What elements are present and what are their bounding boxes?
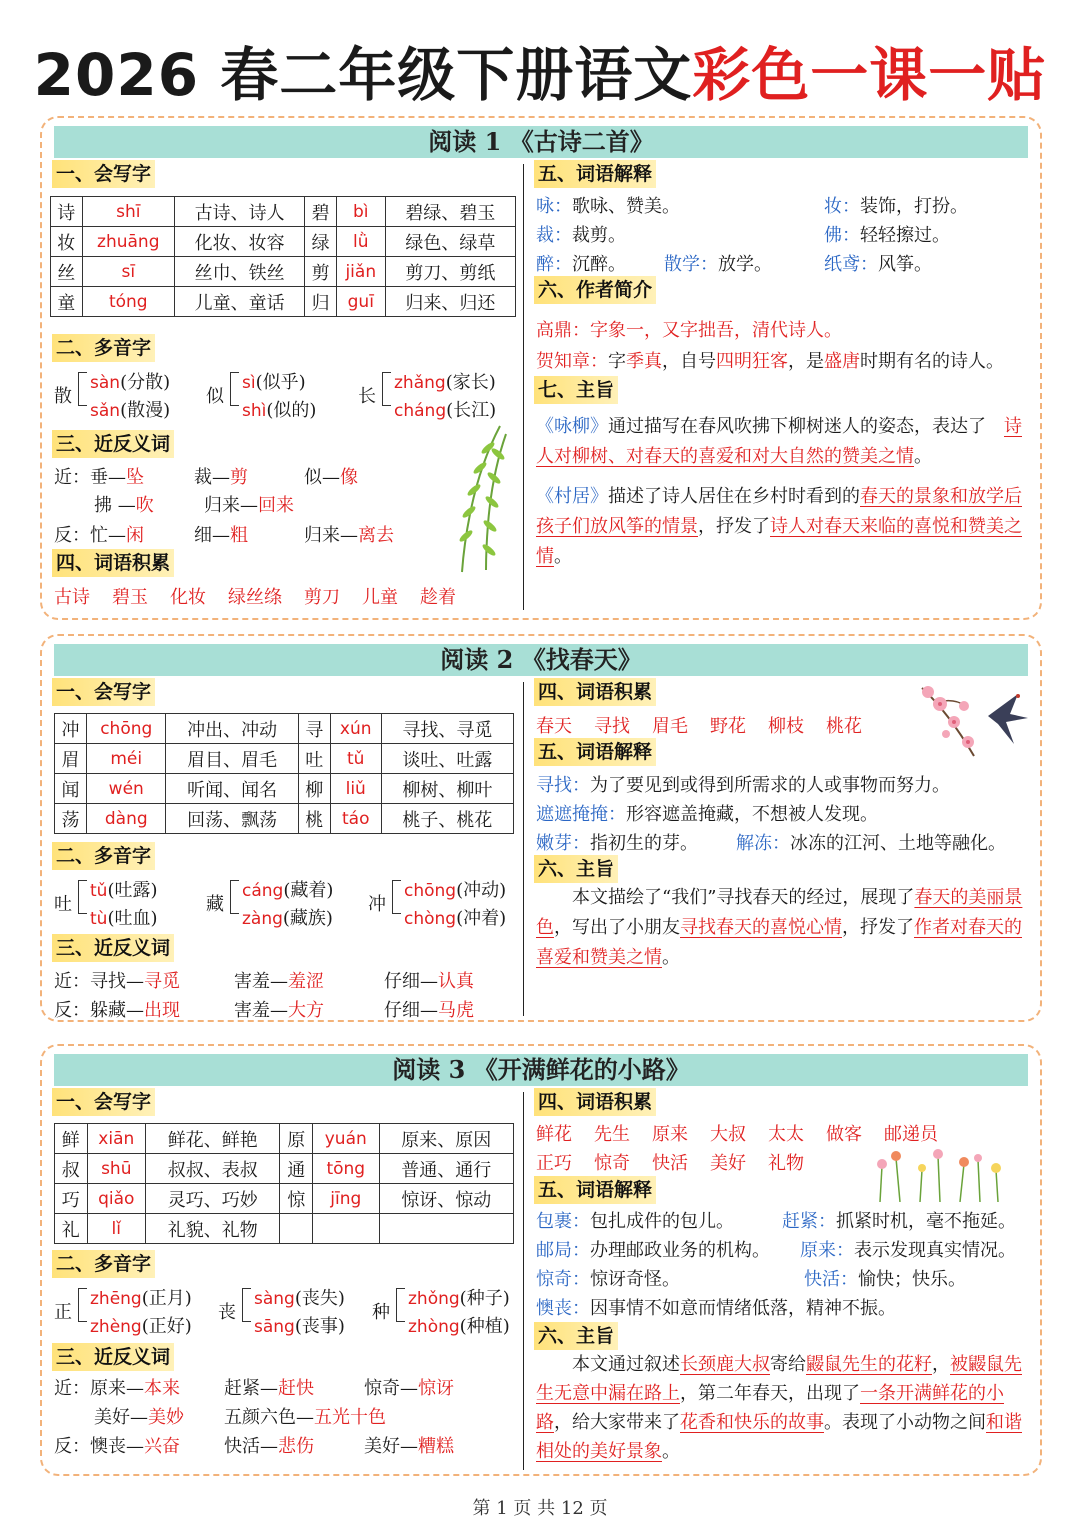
section-label: 四、词语积累 xyxy=(534,678,656,706)
word-item: 儿童 xyxy=(362,587,398,608)
polyphone-option: sàng(丧失) xyxy=(254,1288,345,1309)
table-row xyxy=(55,1184,514,1214)
definition: 佛：轻轻擦过。 xyxy=(824,225,950,246)
table-row xyxy=(51,227,516,257)
table-cell: 灵巧、巧妙 xyxy=(146,1184,280,1214)
table-cell: 叔叔、表叔 xyxy=(146,1154,280,1184)
table-cell: 丝 xyxy=(51,257,83,287)
title-main: 2026 春二年级下册语文 xyxy=(33,41,693,109)
table-cell: yuán xyxy=(312,1124,379,1154)
section-label: 六、作者简介 xyxy=(534,276,656,304)
word-item: 寻找 xyxy=(594,716,630,737)
table-cell: tōng xyxy=(312,1154,379,1184)
word-item: 碧玉 xyxy=(112,587,148,608)
table-cell: 吐 xyxy=(298,744,330,774)
synonym-row: 裁—剪 xyxy=(194,467,248,488)
bracket xyxy=(78,372,87,406)
table-row xyxy=(55,1124,514,1154)
word-item: 眉毛 xyxy=(652,716,688,737)
polyphone-char: 散 xyxy=(54,386,72,407)
word-item: 绿丝绦 xyxy=(228,587,282,608)
synonym-row: 害羞—羞涩 xyxy=(234,971,324,992)
lesson-title: 阅读 2 《找春天》 xyxy=(54,644,1028,676)
polyphone-option: tǔ(吐露) xyxy=(90,880,158,901)
antonym-row: 反：忙—闲 xyxy=(54,525,144,546)
word-item: 古诗 xyxy=(54,587,90,608)
main-idea: 《咏柳》通过描写在春风吹拂下柳树迷人的姿态，表达了 诗人对柳树、对春天的喜爱和对大自然的赞美之情。 xyxy=(536,416,1022,467)
section-label: 一、会写字 xyxy=(52,678,155,706)
table-cell: xún xyxy=(330,714,381,744)
table-row xyxy=(55,1154,514,1184)
table-cell: 丝巾、铁丝 xyxy=(175,257,305,287)
synonym-row: 五颜六色—五光十色 xyxy=(224,1407,386,1428)
polyphone-option: zàng(藏族) xyxy=(242,908,333,929)
word-list xyxy=(536,1149,826,1175)
definition: 邮局：办理邮政业务的机构。 xyxy=(536,1240,770,1261)
definition: 遮遮掩掩：形容遮盖掩藏，不想被人发现。 xyxy=(536,804,878,825)
word-item: 柳枝 xyxy=(768,716,804,737)
table-cell: 儿童、童话 xyxy=(175,287,305,317)
table-cell: 冲 xyxy=(55,714,87,744)
bracket xyxy=(242,1288,251,1322)
synonym-row: 近：垂—坠 xyxy=(54,467,144,488)
polyphone-option: zhēng(正月) xyxy=(90,1288,192,1309)
synonym-row: 似—像 xyxy=(304,467,358,488)
section-label: 六、主旨 xyxy=(534,855,618,883)
polyphone-option: sāng(丧事) xyxy=(254,1316,345,1337)
antonym-row: 害羞—大方 xyxy=(234,1000,324,1021)
table-cell: xiān xyxy=(87,1124,146,1154)
table-cell: 诗 xyxy=(51,197,83,227)
table-cell: 桃子、桃花 xyxy=(381,804,513,834)
table-cell: 化妆、妆容 xyxy=(175,227,305,257)
main-idea: 《村居》描述了诗人居住在乡村时看到的春天的景象和放学后孩子们放风筝的情景，抒发了诗人对春天来临的喜悦和赞美之情。 xyxy=(536,486,1022,567)
table-cell: 归来、归还 xyxy=(385,287,515,317)
table-row xyxy=(51,287,516,317)
table-cell: sī xyxy=(82,257,175,287)
table-cell: shī xyxy=(82,197,175,227)
table-cell: 绿色、绿草 xyxy=(385,227,515,257)
bracket xyxy=(392,880,401,914)
lesson-card-2 xyxy=(40,634,1042,1022)
table-cell: jiǎn xyxy=(336,257,385,287)
word-item: 礼物 xyxy=(768,1153,804,1174)
polyphone-option: cáng(藏着) xyxy=(242,880,334,901)
table-cell: bì xyxy=(336,197,385,227)
antonym-row: 仔细—马虎 xyxy=(384,1000,474,1021)
polyphone-option: zhèng(正好) xyxy=(90,1316,192,1337)
willow-icon xyxy=(440,424,514,574)
synonym-row: 近：原来—本来 xyxy=(54,1378,180,1399)
page-number: 第 1 页 共 12 页 xyxy=(472,1498,608,1519)
word-item: 美好 xyxy=(710,1153,746,1174)
word-item: 快活 xyxy=(652,1153,688,1174)
blossom-swallow-icon xyxy=(918,682,1030,764)
polyphone-option: zhǎng(家长) xyxy=(394,372,496,393)
word-item: 鲜花 xyxy=(536,1124,572,1145)
word-list xyxy=(536,1120,960,1146)
polyphone-option: sàn(分散) xyxy=(90,372,171,393)
table-cell: 惊讶、惊动 xyxy=(379,1184,513,1214)
table-cell: 桃 xyxy=(298,804,330,834)
section-label: 四、词语积累 xyxy=(52,549,174,577)
lesson-card-1 xyxy=(40,116,1042,620)
polyphone-option: sǎn(散漫) xyxy=(90,400,171,421)
table-cell: 古诗、诗人 xyxy=(175,197,305,227)
table-row xyxy=(55,714,514,744)
synonym-row: 赶紧—赶快 xyxy=(224,1378,314,1399)
bracket xyxy=(382,372,391,406)
table-row xyxy=(55,804,514,834)
section-label: 二、多音字 xyxy=(52,842,155,870)
lesson-title: 阅读 1 《古诗二首》 xyxy=(54,126,1028,158)
table-cell: 剪 xyxy=(305,257,337,287)
definition: 咏：歌咏、赞美。 xyxy=(536,196,680,217)
table-cell: chōng xyxy=(87,714,166,744)
definition: 寻找：为了要见到或得到所需求的人或事物而努力。 xyxy=(536,775,950,796)
bracket xyxy=(230,880,239,914)
flowers-icon xyxy=(870,1146,1006,1202)
table-cell: 原 xyxy=(280,1124,313,1154)
table-cell: 妆 xyxy=(51,227,83,257)
table-cell: wén xyxy=(87,774,166,804)
table-cell: tǔ xyxy=(330,744,381,774)
word-item: 原来 xyxy=(652,1124,688,1145)
word-list xyxy=(536,712,884,738)
table-row xyxy=(55,774,514,804)
table-cell: 童 xyxy=(51,287,83,317)
word-item: 趁着 xyxy=(420,587,456,608)
table-cell: 柳树、柳叶 xyxy=(381,774,513,804)
synonym-row: 拂 —吹 xyxy=(94,495,154,516)
table-cell: 眉 xyxy=(55,744,87,774)
polyphone-char: 长 xyxy=(358,386,376,407)
word-item: 做客 xyxy=(826,1124,862,1145)
synonym-row: 近：寻找—寻觅 xyxy=(54,971,180,992)
lesson-card-3 xyxy=(40,1044,1042,1476)
word-item: 惊奇 xyxy=(594,1153,630,1174)
definition: 包裹：包扎成件的包儿。 xyxy=(536,1211,734,1232)
author-bio: 贺知章：字季真，自号四明狂客，是盛唐时期有名的诗人。 xyxy=(536,351,1004,372)
bracket xyxy=(78,1288,87,1322)
definition: 惊奇：惊讶奇怪。 xyxy=(536,1269,680,1290)
bracket xyxy=(230,372,239,406)
table-cell: 闻 xyxy=(55,774,87,804)
table-cell: qiǎo xyxy=(87,1184,146,1214)
table-cell: 冲出、冲动 xyxy=(166,714,298,744)
table-cell xyxy=(280,1214,313,1244)
table-cell: 碧 xyxy=(305,197,337,227)
section-label: 二、多音字 xyxy=(52,334,155,362)
word-item: 化妆 xyxy=(170,587,206,608)
table-cell: 绿 xyxy=(305,227,337,257)
word-item: 春天 xyxy=(536,716,572,737)
antonym-row: 快活—悲伤 xyxy=(224,1436,314,1457)
table-cell: zhuāng xyxy=(82,227,175,257)
table-cell: 寻 xyxy=(298,714,330,744)
polyphone-char: 种 xyxy=(372,1302,390,1323)
definition: 醉：沉醉。 xyxy=(536,254,626,275)
table-cell: 惊 xyxy=(280,1184,313,1214)
polyphone-option: tù(吐血) xyxy=(90,908,158,929)
table-cell: 归 xyxy=(305,287,337,317)
table-cell: guī xyxy=(336,287,385,317)
polyphone-option: cháng(长江) xyxy=(394,400,497,421)
polyphone-char: 丧 xyxy=(218,1302,236,1323)
polyphone-option: chòng(冲着) xyxy=(404,908,507,929)
section-label: 三、近反义词 xyxy=(52,430,174,458)
polyphone-char: 正 xyxy=(54,1302,72,1323)
polyphone-option: shì(似的) xyxy=(242,400,317,421)
table-cell: 巧 xyxy=(55,1184,88,1214)
section-label: 二、多音字 xyxy=(52,1250,155,1278)
section-label: 一、会写字 xyxy=(52,160,155,188)
table-row xyxy=(51,197,516,227)
word-item: 野花 xyxy=(710,716,746,737)
table-cell: 荡 xyxy=(55,804,87,834)
table-cell: 礼 xyxy=(55,1214,88,1244)
table-cell: 回荡、飘荡 xyxy=(166,804,298,834)
synonym-row: 仔细—认真 xyxy=(384,971,474,992)
column-divider xyxy=(523,164,524,610)
definition: 纸鸢：风筝。 xyxy=(824,254,932,275)
table-cell: 听闻、闻名 xyxy=(166,774,298,804)
character-table xyxy=(50,196,516,317)
word-item: 剪刀 xyxy=(304,587,340,608)
title-highlight: 彩色一课一贴 xyxy=(692,41,1047,109)
lesson-title: 阅读 3 《开满鲜花的小路》 xyxy=(54,1054,1028,1086)
definition: 散学：放学。 xyxy=(664,254,772,275)
table-cell: 柳 xyxy=(298,774,330,804)
antonym-row: 归来—离去 xyxy=(304,525,394,546)
table-cell xyxy=(312,1214,379,1244)
section-label: 五、词语解释 xyxy=(534,160,656,188)
table-row xyxy=(55,1214,514,1244)
table-row xyxy=(55,744,514,774)
section-label: 六、主旨 xyxy=(534,1322,618,1350)
table-cell: tóng xyxy=(82,287,175,317)
definition: 赶紧：抓紧时机，毫不拖延。 xyxy=(782,1211,1016,1232)
definition: 原来：表示发现真实情况。 xyxy=(800,1240,1016,1261)
definition: 懊丧：因事情不如意而情绪低落，精神不振。 xyxy=(536,1298,896,1319)
table-cell: 碧绿、碧玉 xyxy=(385,197,515,227)
table-cell: 普通、通行 xyxy=(379,1154,513,1184)
antonym-row: 细—粗 xyxy=(194,525,248,546)
definition: 解冻：冰冻的江河、土地等融化。 xyxy=(736,833,1006,854)
table-cell xyxy=(379,1214,513,1244)
table-cell: 眉目、眉毛 xyxy=(166,744,298,774)
table-cell: dàng xyxy=(87,804,166,834)
word-item: 大叔 xyxy=(710,1124,746,1145)
word-item: 正巧 xyxy=(536,1153,572,1174)
table-cell: jīng xyxy=(312,1184,379,1214)
definition: 快活：愉快；快乐。 xyxy=(804,1269,966,1290)
table-cell: 礼貌、礼物 xyxy=(146,1214,280,1244)
definition: 妆：装饰，打扮。 xyxy=(824,196,968,217)
section-label: 五、词语解释 xyxy=(534,1176,656,1204)
table-cell: méi xyxy=(87,744,166,774)
word-item: 桃花 xyxy=(826,716,862,737)
word-list xyxy=(54,583,478,609)
definition: 嫩芽：指初生的芽。 xyxy=(536,833,698,854)
polyphone-char: 冲 xyxy=(368,894,386,915)
definition: 裁：裁剪。 xyxy=(536,225,626,246)
table-cell: liǔ xyxy=(330,774,381,804)
main-idea: 本文描绘了“我们”寻找春天的经过，展现了春天的美丽景色，写出了小朋友寻找春天的喜悦心情，抒发了作者对春天的喜爱和赞美之情。 xyxy=(536,887,1023,968)
author-bio: 高鼎：字象一，又字拙吾，清代诗人。 xyxy=(536,320,842,341)
polyphone-option: chōng(冲动) xyxy=(404,880,507,901)
section-label: 四、词语积累 xyxy=(534,1088,656,1116)
synonym-row: 美好—美妙 xyxy=(94,1407,184,1428)
column-divider xyxy=(523,682,524,1016)
table-cell: táo xyxy=(330,804,381,834)
polyphone-option: zhǒng(种子) xyxy=(408,1288,510,1309)
page-title xyxy=(0,28,1080,112)
table-cell: 原来、原因 xyxy=(379,1124,513,1154)
polyphone-char: 吐 xyxy=(54,894,72,915)
section-label: 三、近反义词 xyxy=(52,934,174,962)
section-label: 五、词语解释 xyxy=(534,738,656,766)
word-item: 邮递员 xyxy=(884,1124,938,1145)
column-divider xyxy=(523,1092,524,1470)
synonym-row: 惊奇—惊讶 xyxy=(364,1378,454,1399)
antonym-row: 美好—糟糕 xyxy=(364,1436,454,1457)
table-cell: 寻找、寻觅 xyxy=(381,714,513,744)
bracket xyxy=(78,880,87,914)
antonym-row: 反：懊丧—兴奋 xyxy=(54,1436,180,1457)
table-cell: lǜ xyxy=(336,227,385,257)
table-cell: shū xyxy=(87,1154,146,1184)
section-label: 七、主旨 xyxy=(534,376,618,404)
character-table xyxy=(54,713,514,834)
table-cell: 鲜花、鲜艳 xyxy=(146,1124,280,1154)
table-cell: 鲜 xyxy=(55,1124,88,1154)
polyphone-option: zhòng(种植) xyxy=(408,1316,510,1337)
polyphone-option: sì(似乎) xyxy=(242,372,306,393)
table-cell: 谈吐、吐露 xyxy=(381,744,513,774)
main-idea: 本文通过叙述长颈鹿大叔寄给鼹鼠先生的花籽，被鼹鼠先生无意中漏在路上，第二年春天，出现了一条开满鲜花的小路，给大家带来了花香和快乐的故事。表现了小动物之间和谐相处的美好景象。 xyxy=(536,1354,1022,1462)
antonym-row: 反：躲藏—出现 xyxy=(54,1000,180,1021)
character-table xyxy=(54,1123,514,1244)
table-cell: 通 xyxy=(280,1154,313,1184)
word-item: 太太 xyxy=(768,1124,804,1145)
polyphone-char: 似 xyxy=(206,386,224,407)
table-row xyxy=(51,257,516,287)
table-cell: 剪刀、剪纸 xyxy=(385,257,515,287)
section-label: 三、近反义词 xyxy=(52,1343,174,1371)
bracket xyxy=(396,1288,405,1322)
polyphone-char: 藏 xyxy=(206,894,224,915)
table-cell: lǐ xyxy=(87,1214,146,1244)
table-cell: 叔 xyxy=(55,1154,88,1184)
section-label: 一、会写字 xyxy=(52,1088,155,1116)
word-item: 先生 xyxy=(594,1124,630,1145)
synonym-row: 归来—回来 xyxy=(204,495,294,516)
